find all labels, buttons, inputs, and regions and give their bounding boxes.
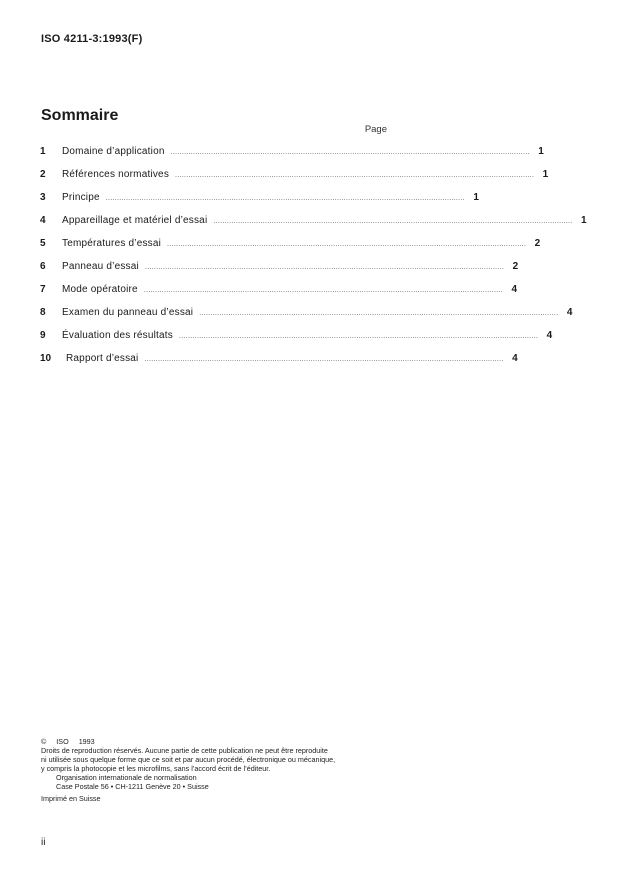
toc-entry-number: 3 <box>40 192 46 203</box>
toc-leader-dots: ................................................................................................................................................................ <box>144 264 505 271</box>
toc-entry-label: Références normatives <box>62 169 170 180</box>
toc-entry-page: 4 <box>566 307 573 318</box>
toc-entry-page: 2 <box>534 238 541 249</box>
toc-entry-label: Principe <box>62 192 100 203</box>
postal-address: Case Postale 56 • CH-1211 Genève 20 • Suisse <box>56 782 209 791</box>
toc-entry[interactable] <box>40 238 541 261</box>
toc-entry-label: Rapport d’essai <box>66 353 139 364</box>
copyright-heading <box>41 737 401 746</box>
toc-entry-label: Domaine d’application <box>62 146 165 157</box>
toc-leader-dots: ................................................................................................................................................................ <box>144 356 504 363</box>
toc-leader-dots: ................................................................................................................................................................ <box>167 241 527 248</box>
toc-entry-page: 2 <box>512 261 519 272</box>
toc-entry[interactable] <box>40 261 519 284</box>
toc-entry-number: 2 <box>40 169 46 180</box>
toc-entry[interactable] <box>40 330 553 353</box>
toc-entry[interactable] <box>40 192 479 215</box>
page-column-label: Page <box>364 124 387 135</box>
toc-entry[interactable] <box>40 307 573 330</box>
toc-entry[interactable] <box>40 353 518 376</box>
toc-entry-number: 5 <box>40 238 46 249</box>
toc-entry-label: Températures d’essai <box>62 238 162 249</box>
toc-entry-label: Mode opératoire <box>62 284 138 295</box>
toc-entry-page: 4 <box>546 330 553 341</box>
toc-entry-number: 1 <box>40 146 46 157</box>
toc-entry-label: Appareillage et matériel d’essai <box>62 215 208 226</box>
toc-entry[interactable] <box>40 284 517 307</box>
organization-name: Organisation internationale de normalisation <box>56 773 197 782</box>
copyright-notice <box>41 737 401 803</box>
toc-entry[interactable] <box>40 169 549 192</box>
toc-entry-page: 1 <box>580 215 587 226</box>
toc-leader-dots: ................................................................................................................................................................ <box>143 287 503 294</box>
toc-entry-label: Panneau d’essai <box>62 261 139 272</box>
toc-entry-page: 1 <box>538 146 544 157</box>
toc-entry-label: Évaluation des résultats <box>62 330 173 341</box>
toc-entry-page: 4 <box>512 353 518 364</box>
toc-entry-page: 4 <box>511 284 517 295</box>
toc-entry-number: 8 <box>40 307 46 318</box>
rights-line: y compris la photocopie et les microfilms, sans l’accord écrit de l’éditeur. <box>41 764 271 773</box>
rights-line: Droits de reproduction réservés. Aucune partie de cette publication ne peut être reproduite <box>41 746 328 755</box>
toc-entry-number: 7 <box>40 284 46 295</box>
document-id: ISO 4211-3:1993(F) <box>41 33 143 45</box>
toc-entry[interactable] <box>40 215 587 238</box>
toc-entry[interactable] <box>40 146 544 169</box>
printed-in: Imprimé en Suisse <box>41 794 101 803</box>
page-number: ii <box>41 837 46 848</box>
toc-leader-dots: ................................................................................................................................................................ <box>199 310 559 317</box>
copyright-symbol: © <box>41 737 47 746</box>
toc-leader-dots: ................................................................................................................................................................ <box>178 333 539 340</box>
toc-entry-number: 4 <box>40 215 46 226</box>
toc-entry-page: 1 <box>542 169 549 180</box>
toc-leader-dots: ................................................................................................................................................................ <box>213 218 573 225</box>
toc-leader-dots: ................................................................................................................................................................ <box>105 195 465 202</box>
copyright-year: 1993 <box>78 737 95 746</box>
copyright-org: ISO <box>56 737 69 746</box>
table-of-contents <box>40 146 587 376</box>
toc-entry-number: 6 <box>40 261 46 272</box>
toc-title: Sommaire <box>41 107 119 124</box>
toc-entry-number: 9 <box>40 330 46 341</box>
toc-entry-page: 1 <box>473 192 479 203</box>
toc-leader-dots: ................................................................................................................................................................ <box>170 149 530 156</box>
toc-entry-label: Examen du panneau d’essai <box>62 307 194 318</box>
toc-entry-number: 10 <box>40 353 52 364</box>
rights-line: ni utilisée sous quelque forme que ce soit et par aucun procédé, électronique ou mécanique, <box>41 755 336 764</box>
toc-leader-dots: ................................................................................................................................................................ <box>175 172 535 179</box>
